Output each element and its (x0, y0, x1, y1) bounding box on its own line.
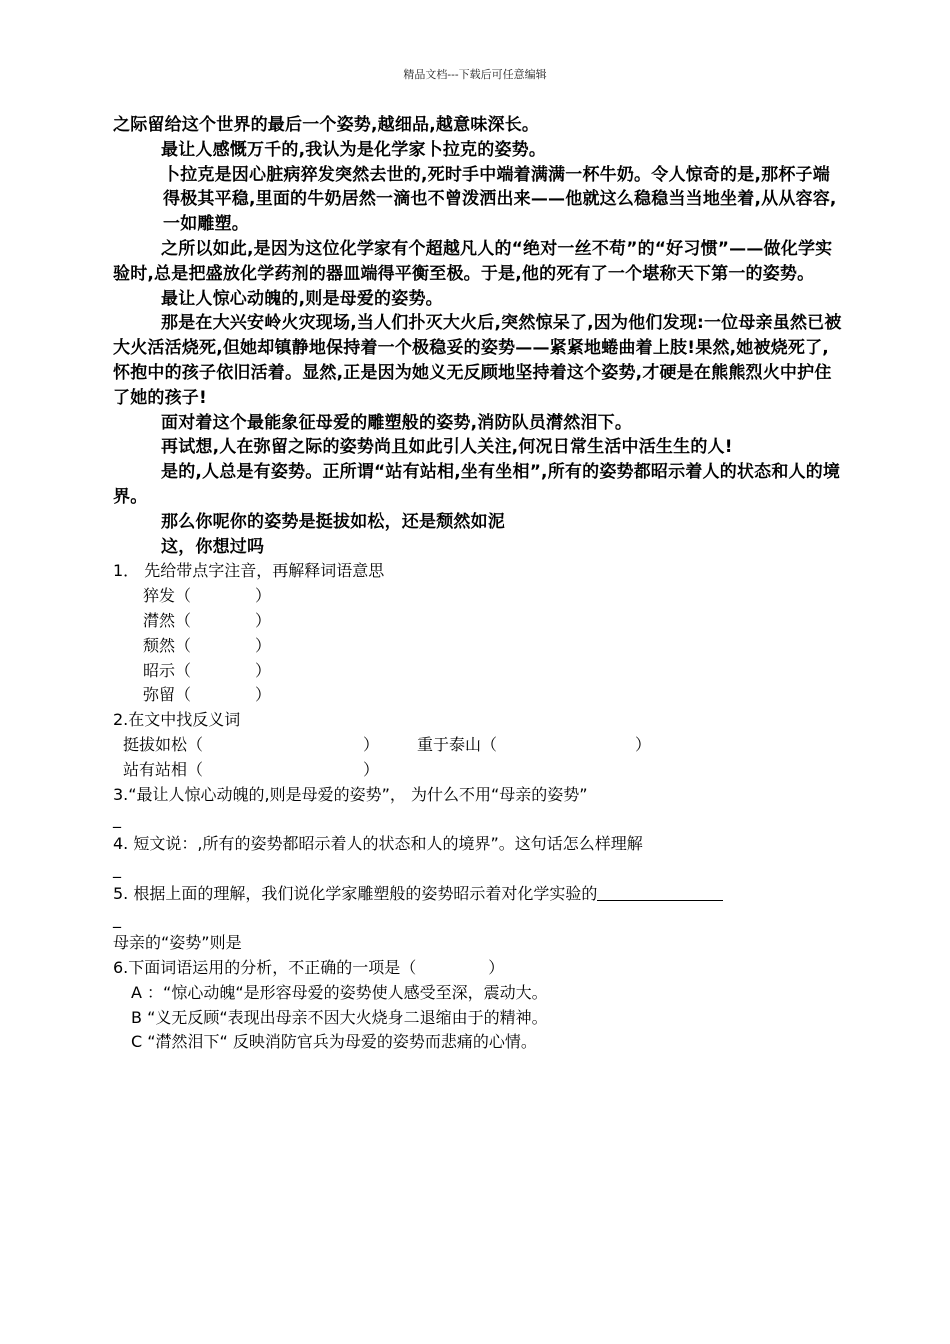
question-title: 4. 短文说：,所有的姿势都昭示着人的状态和人的境界”。这句话怎么样理解 (113, 834, 643, 854)
answer-item: 昭示（ ） (143, 660, 272, 680)
answer-mark: _ (113, 858, 121, 878)
answer-item: 弥留（ ） (143, 685, 272, 705)
question-1 (113, 559, 843, 708)
option-b: B “义无反顾“表现出母亲不因大火烧身二退缩由于的精神。 (131, 1007, 548, 1027)
option-a: A ：“惊心动魄“是形容母爱的姿势使人感受至深，震动大。 (131, 982, 548, 1002)
question-title: 3.“最让人惊心动魄的,则是母爱的姿势”， 为什么不用“母亲的姿势” (113, 784, 588, 804)
answer-blank[interactable] (597, 884, 723, 901)
passage-paragraph: 之所以如此,是因为这位化学家有个超越凡人的“绝对一丝不苟”的“好习惯”——做化学实验时,总是把盛放化学药剂的器皿端得平衡至极。于是,他的死有了一个堪称天下第一的姿势。 (113, 238, 833, 284)
passage-paragraph: 最让人惊心动魄的,则是母爱的姿势。 (161, 288, 443, 309)
question-title: 1． 先给带点字注音，再解释词语意思 (113, 561, 385, 581)
answer-mark: _ (113, 908, 121, 928)
question-2 (113, 708, 843, 782)
page-header: 精品文档---下载后可任意编辑 (403, 68, 547, 81)
passage (113, 113, 843, 559)
question-title: 5. 根据上面的理解，我们说化学家雕塑般的姿势昭示着对化学实验的 (113, 882, 843, 907)
document-body (113, 113, 843, 1055)
option-c: C “潸然泪下“ 反映消防官兵为母爱的姿势而悲痛的心情。 (131, 1032, 537, 1052)
answer-item: 挺拔如松（ ） 重于泰山（ ） (123, 734, 652, 754)
question-4 (113, 832, 843, 882)
answer-item: 站有站相（ ） (123, 759, 380, 779)
passage-paragraph: 那么你呢你的姿势是挺拔如松，还是颓然如泥 (161, 511, 505, 532)
answer-mark: _ (113, 809, 121, 829)
passage-paragraph: 是的,人总是有姿势。正所谓“站有站相,坐有坐相”,所有的姿势都昭示着人的状态和人的境界。 (113, 462, 841, 507)
question-title: 6.下面词语运用的分析，不正确的一项是（ ） (113, 958, 505, 978)
answer-item: 猝发（ ） (143, 586, 272, 606)
question-title: 2.在文中找反义词 (113, 710, 241, 730)
passage-paragraph: 之际留给这个世界的最后一个姿势,越细品,越意味深长。 (113, 115, 540, 135)
passage-paragraph: 再试想,人在弥留之际的姿势尚且如此引人关注,何况日常生活中活生生的人! (161, 437, 733, 458)
question-6 (113, 956, 843, 1055)
answer-item: 颓然（ ） (143, 635, 272, 655)
passage-paragraph: 这，你想过吗 (161, 536, 265, 557)
question-5 (113, 882, 843, 956)
passage-paragraph: 那是在大兴安岭火灾现场,当人们扑灭大火后,突然惊呆了,因为他们发现:一位母亲虽然已被大火活活烧死,但她却镇静地保持着一个极稳妥的姿势——紧紧地蜷曲着上肢!果然,她被烧死了,怀抱中的孩子依旧活着。显然,正是因为她义无反顾地坚持着这个姿势,才硬是在熊熊烈火中护住了她的孩子! (113, 313, 842, 408)
answer-item: 潸然（ ） (143, 610, 272, 630)
passage-paragraph: 卜拉克是因心脏病猝发突然去世的,死时手中端着满满一杯牛奶。令人惊奇的是,那杯子端得极其平稳,里面的牛奶居然一滴也不曾泼洒出来——他就这么稳稳当当地坐着,从从容容,一如雕塑。 (163, 164, 837, 235)
question-continuation: 母亲的“姿势”则是 (113, 933, 242, 953)
question-3 (113, 783, 843, 833)
passage-paragraph: 最让人感慨万千的,我认为是化学家卜拉克的姿势。 (161, 139, 547, 160)
passage-paragraph: 面对着这个最能象征母爱的雕塑般的姿势,消防队员潸然泪下。 (161, 412, 633, 433)
